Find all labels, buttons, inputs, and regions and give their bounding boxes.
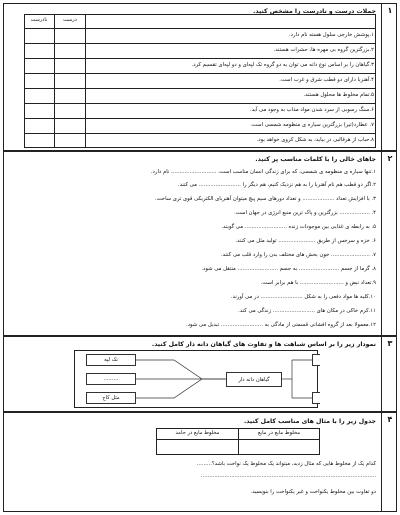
- fill-blank-6: ۶. خزه و سرخس از طریق ...................... تولید مثل می کنند.: [235, 238, 376, 244]
- question-3-title: نمودار زیر را بر اساس شباهت ها و تفاوت های گیاهان دانه دار کامل کنید.: [151, 341, 376, 348]
- fill-blank-12: ۱۲.معمولا بعد از گروه افشانی قسمتی از مادگی به ......................... تبدیل می شود.: [186, 322, 376, 328]
- statement-2: ۲.بزرگترین گروه بی مهره ها، حشرات هستند.: [273, 47, 374, 53]
- statement-7: ۷. عطارد(تیر) بزرگترین سیاره ی منظومه شمسی است.: [250, 122, 374, 128]
- question-3-number-divider: [381, 336, 382, 412]
- fill-blank-9: ۹.تعداد نبض و .......................... با هم برابر است.: [260, 280, 376, 286]
- table-cell-liquid-in-solid: [156, 439, 239, 455]
- question-2-title: جاهای خالی را با کلمات مناسب پر کنید.: [255, 156, 376, 163]
- fill-blank-4: ۴. .................. بزرگترین و پاک ترین منبع انرژی در جهان است.: [234, 210, 376, 216]
- false-column-divider: [85, 14, 86, 148]
- statement-3: ۳.گیاهان را بر اساس نوع دانه می توان به دو گروه تک لپه‌ای و دو لپه‌ای تقسیم کرد.: [191, 62, 374, 68]
- fill-blank-3: ۳. با افزایش تعداد ................... و تعداد دورهای سیم پیچ میتوان آهنربای الکتریکی قوی تری ساخت.: [154, 196, 376, 202]
- statement-6: ۶.سنگ رسوبی از سرد شدن مواد مذاب به وجود می آید.: [249, 107, 374, 113]
- statement-8: ۸.حباب از هرقالبی در بیاید، به شکل کروی خواهد بود.: [256, 137, 374, 143]
- fill-blank-10: ۱۰.کلیه ها مواد دفعی را به شکل ......................... در می آورند.: [230, 294, 376, 300]
- diagram-node-right-top: [312, 354, 320, 366]
- row-divider: [24, 28, 376, 29]
- diagram-node-pine-example: مثل کاج: [86, 392, 136, 404]
- row-divider: [24, 58, 376, 59]
- diagram-node-right-bottom: [312, 392, 320, 404]
- table-header-liquid-in-solid: مخلوط مایع در جامد: [156, 428, 239, 440]
- row-divider: [24, 103, 376, 104]
- true-column-divider: [54, 14, 55, 148]
- question-4a-answer-dots: ........................................................................................................: [200, 473, 376, 479]
- question-1-number-divider: [381, 3, 382, 151]
- row-divider: [24, 88, 376, 89]
- table-cell-liquid-in-liquid: [238, 439, 320, 455]
- column-header-true: درست: [63, 17, 77, 23]
- question-3-number: ۳: [387, 339, 393, 348]
- fill-blank-1: ۱.تنها سیاره ی منظومه ی شمسی، که برای زندگی انسان مناسب است، ........................... نام دارد.: [150, 169, 376, 175]
- fill-blank-8: ۸. گرما از جسم ........................ به جسم ........................ منتقل می شود.: [201, 266, 376, 272]
- table-header-liquid-in-liquid: مخلوط مایع در مایع: [238, 428, 320, 440]
- statement-4: ۴.آهنربا دارای دو قطب شرق و غرب است.: [279, 77, 374, 83]
- question-1-title: جملات درست و نادرست را مشخص کنید.: [253, 8, 376, 15]
- question-4a-text: کدام یک از مخلوط هایی که مثال زدید، میتواند یک مخلوط یک نواخت باشد؟.........: [196, 461, 376, 467]
- statement-5: ۵.تمام مخلوط ها محلول هستند.: [303, 92, 374, 98]
- question-1-number: ۱: [387, 6, 393, 15]
- statement-1: ۱.پوشش خارجی سلول هسته نام دارد.: [288, 32, 374, 38]
- column-header-false: نادرست: [30, 17, 48, 23]
- question-4b-text: دو تفاوت بین مخلوط یکنواخت و غیر یکنواخت را بنویسید.: [250, 489, 376, 495]
- row-divider: [24, 133, 376, 134]
- fill-blank-7: ۷. ....................... خون بخش های مختلف بدن را وارد قلب می کنند.: [220, 252, 376, 258]
- diagram-node-blank: .........: [86, 373, 136, 385]
- fill-blank-2: ۲.اگر دو قطب هم نام آهنربا را به هم نزدیک کنیم، هم دیگر را ......................... می کنند.: [177, 182, 376, 188]
- question-4-number-divider: [381, 412, 382, 512]
- diagram-node-center: گیاهان دانه دار: [226, 372, 282, 387]
- fill-blank-5: ۵. به رابطه ی غذایی بین موجودات زنده ......................... می گویند.: [221, 224, 376, 230]
- question-2-number: ۲: [387, 154, 393, 163]
- row-divider: [24, 73, 376, 74]
- row-divider: [24, 118, 376, 119]
- question-4-number: ۴: [387, 415, 393, 424]
- question-2-number-divider: [381, 151, 382, 336]
- question-4-title: جدول زیر را با مثال های مناسب کامل کنید.: [243, 418, 376, 425]
- diagram-node-monocot: تک لپه: [86, 354, 136, 366]
- row-divider: [24, 43, 376, 44]
- fill-blank-11: ۱۱.کرم خاکی در مکان های ......................... زندگی می کند.: [238, 308, 376, 314]
